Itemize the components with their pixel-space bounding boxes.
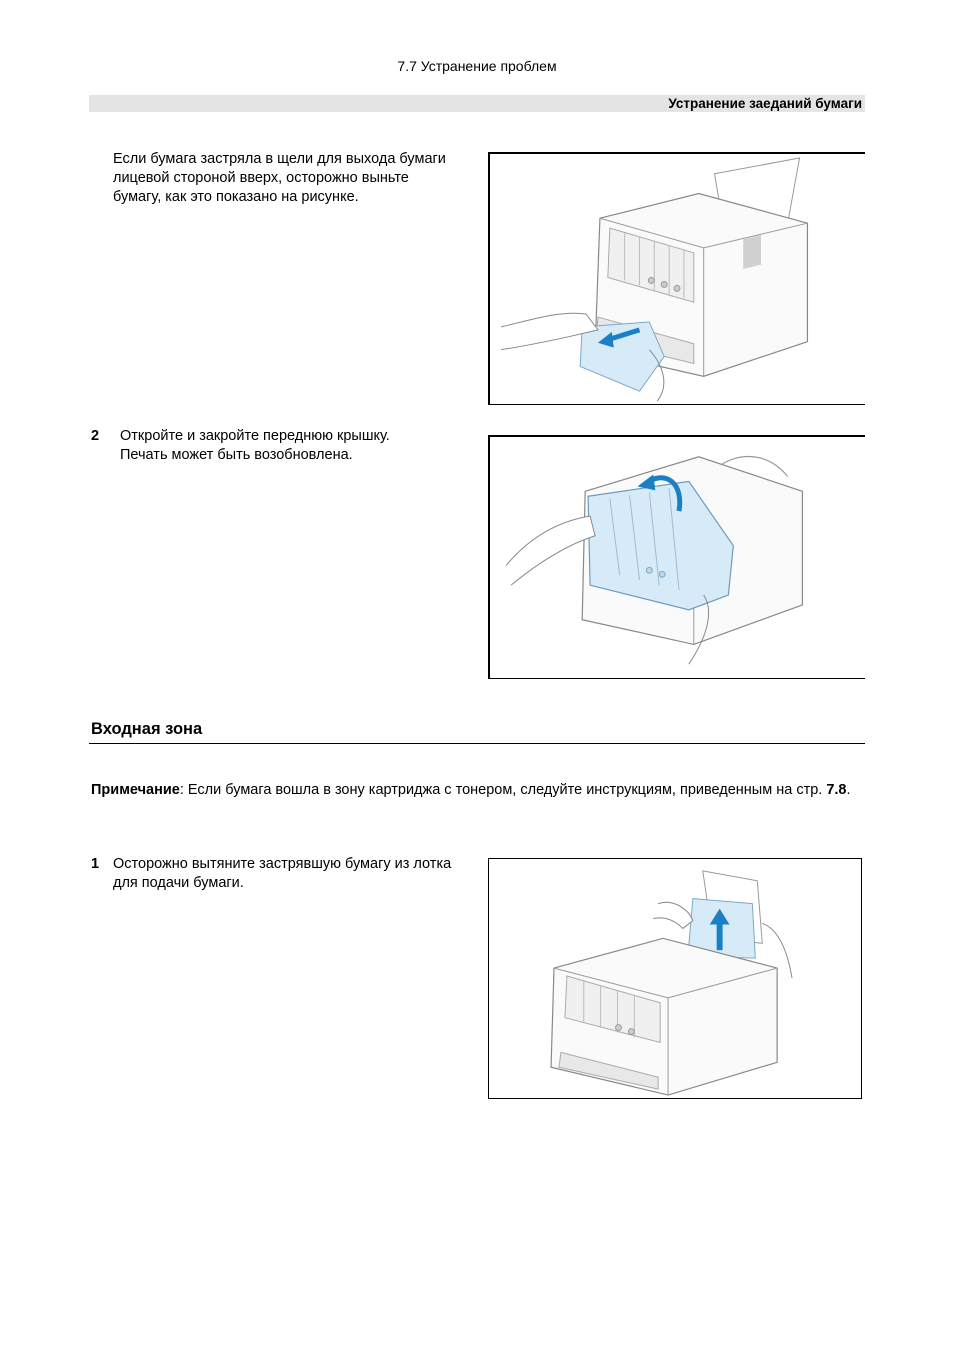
note-label: Примечание (91, 782, 180, 798)
step-2-text: Откройте и закройте переднюю крышку. Печать может быть возобновлена. (120, 428, 390, 463)
subsection-title: Входная зона (91, 720, 203, 738)
step-number-1: 1 (91, 856, 100, 872)
printer-remove-paper-output-icon (490, 154, 865, 404)
figure-remove-paper-output (488, 152, 865, 405)
printer-remove-paper-input-icon (489, 859, 861, 1098)
note-end: . (846, 782, 851, 798)
figure-open-front-cover (488, 435, 865, 679)
divider (89, 743, 865, 744)
figure-remove-paper-input (488, 858, 862, 1099)
paragraph-output-jam: Если бумага застряла в щели для выхода бумаги лицевой стороной вверх, осторожно выньте бумагу, как это показано на рисунке. (113, 151, 446, 205)
note-text: : Если бумага вошла в зону картриджа с тонером, следуйте инструкциям, приведенным на стр. (179, 782, 827, 798)
page-header: 7.7 Устранение проблем (397, 58, 557, 74)
note-page-ref: 7.8 (826, 782, 847, 798)
section-title: Устранение заеданий бумаги (668, 96, 862, 111)
printer-open-cover-icon (490, 437, 865, 678)
step-number-2: 2 (91, 428, 100, 444)
note-paragraph (91, 781, 861, 800)
step-1-text: Осторожно вытяните застрявшую бумагу из лотка для подачи бумаги. (113, 856, 452, 891)
section-bar (89, 95, 865, 112)
